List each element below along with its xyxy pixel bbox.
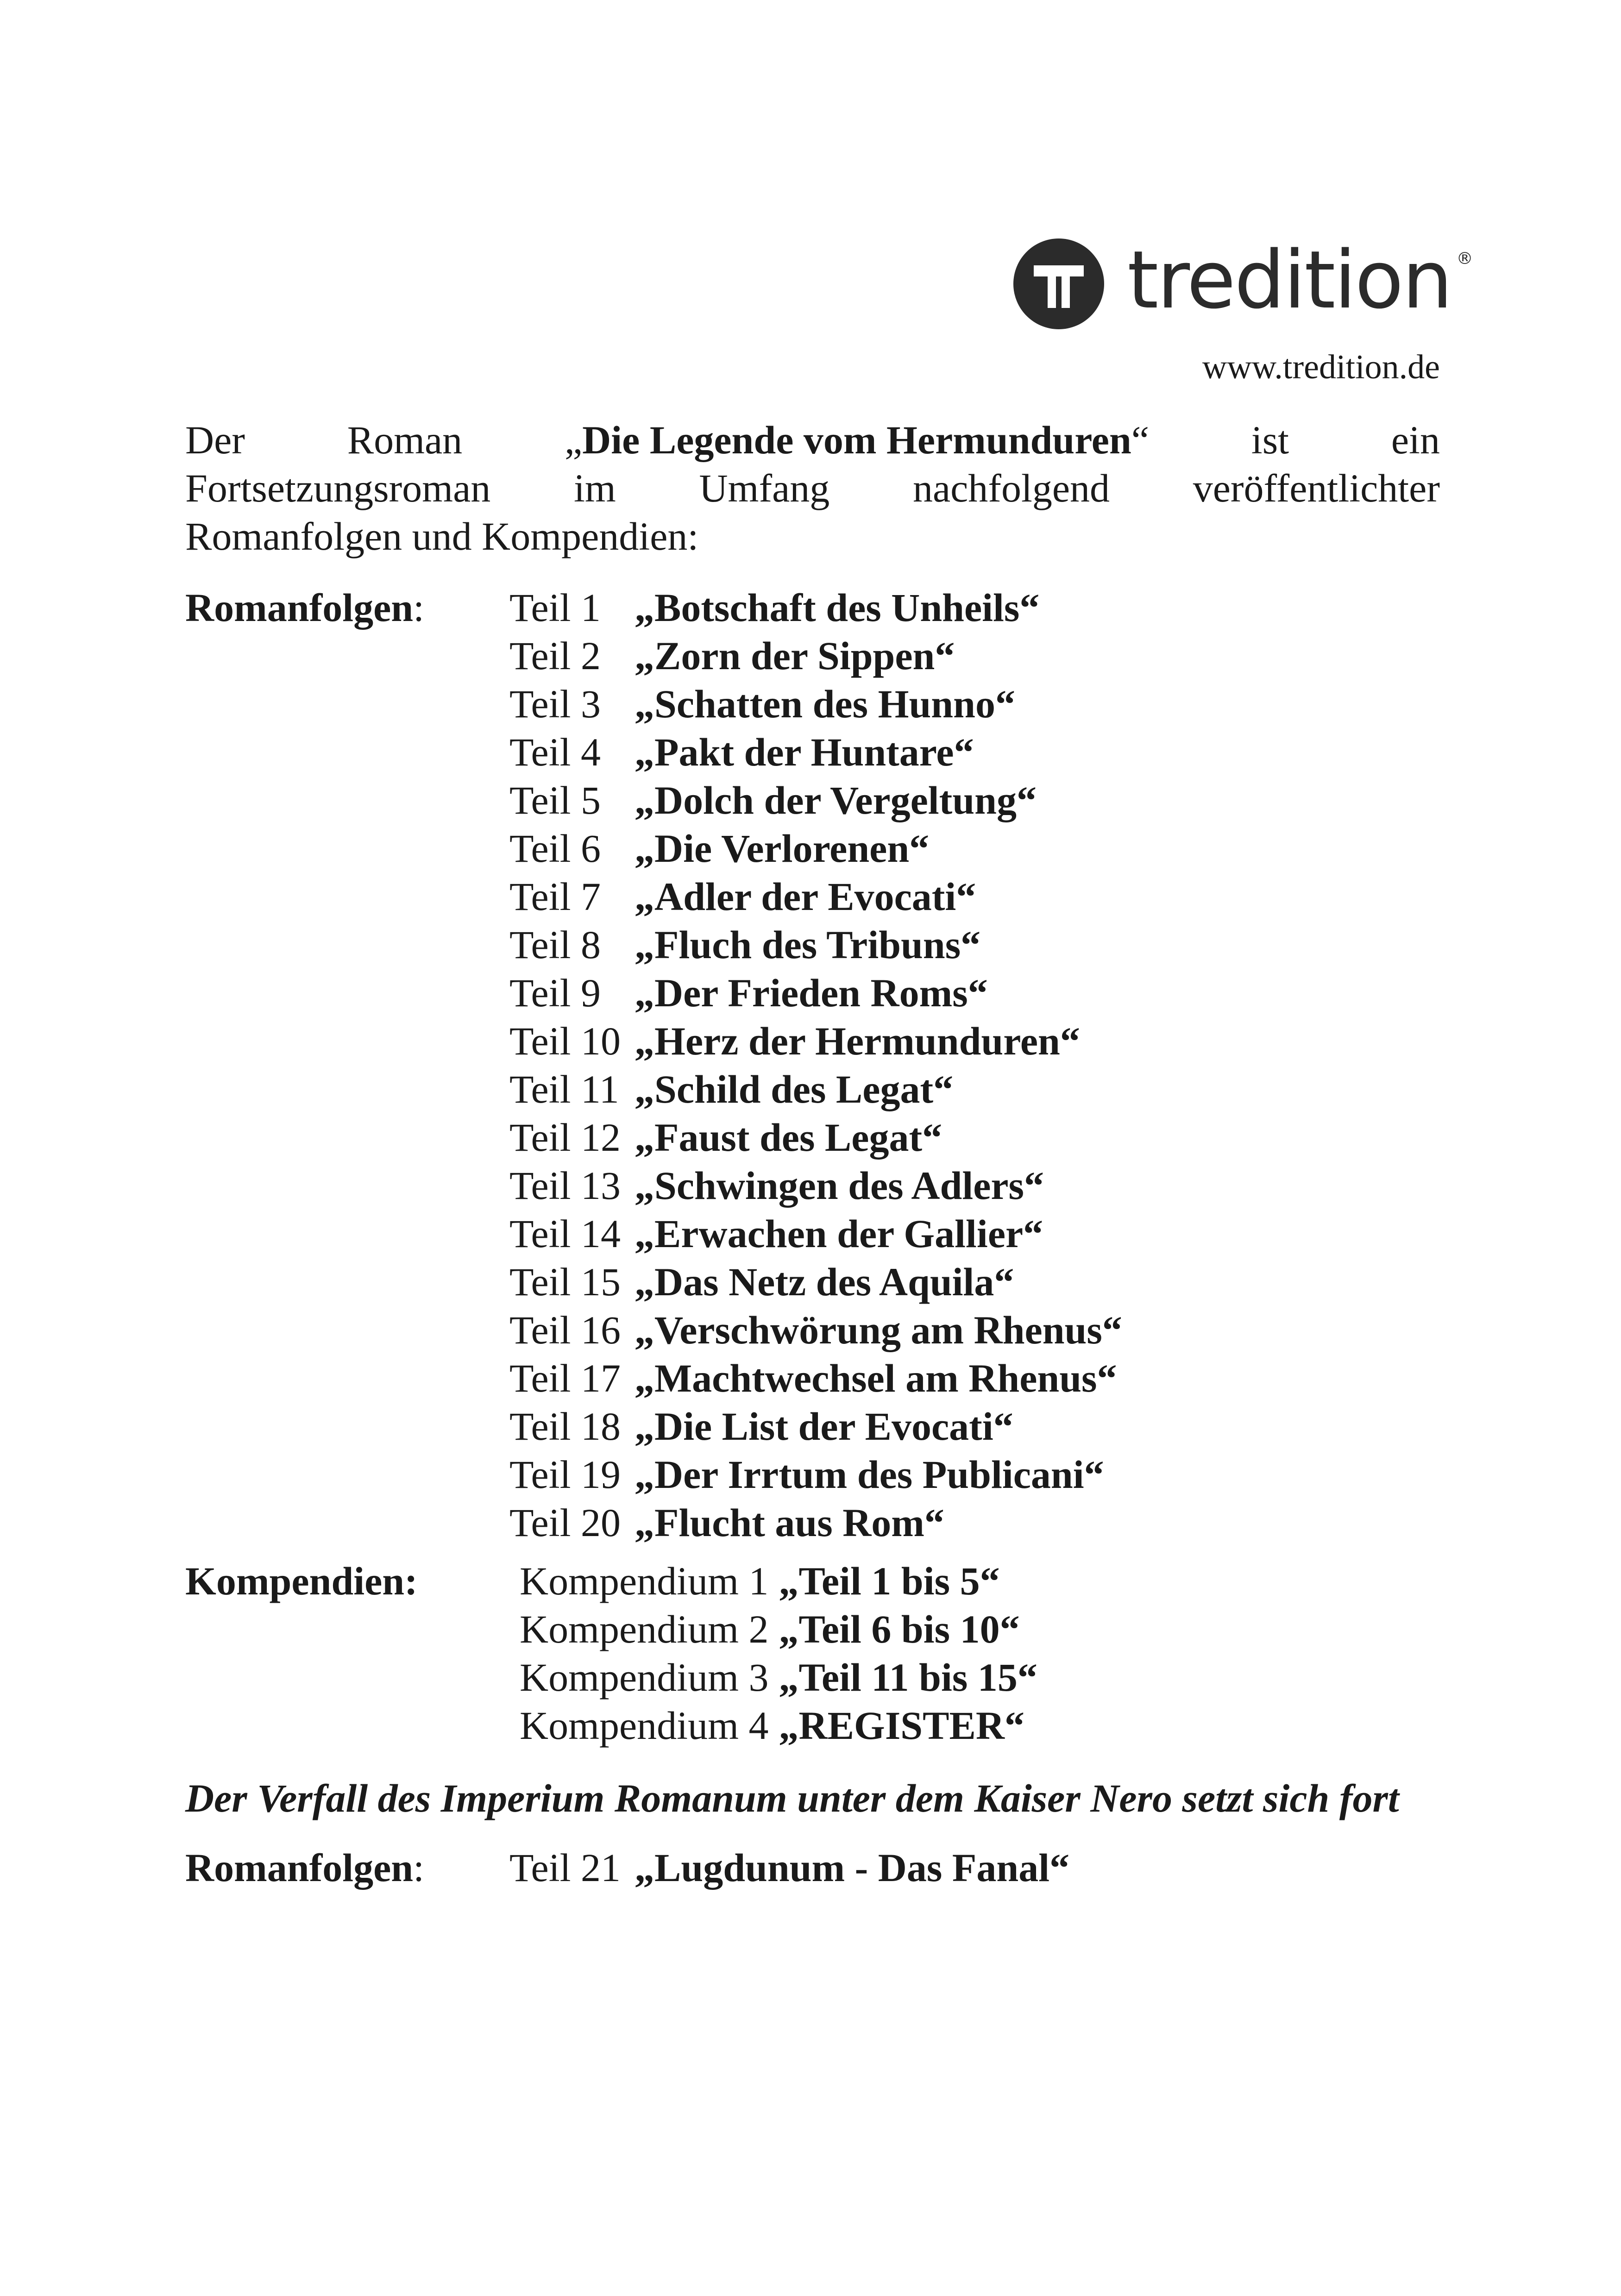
intro-word: ein [1391, 418, 1440, 462]
intro-word: im [573, 466, 616, 510]
item-title: „Verschwörung am Rhenus“ [635, 1308, 1122, 1352]
publisher-url: www.tredition.de [1202, 348, 1440, 386]
item-number: Teil 15 [509, 1260, 621, 1304]
item-number: Teil 7 [509, 874, 601, 919]
romanfolgen-label: Romanfolgen [185, 1845, 414, 1890]
section-label [185, 1844, 424, 1892]
item-title: „Fluch des Tribuns“ [635, 922, 981, 967]
logo-wordmark: tredition [1127, 233, 1451, 326]
intro-line-1 [185, 416, 1440, 464]
registered-mark: ® [1456, 249, 1472, 268]
item-number: Teil 9 [509, 971, 601, 1015]
intro-word: Roman [347, 418, 463, 462]
book-title-group [565, 416, 1149, 464]
continuation-note: Der Verfall des Imperium Romanum unter dem Kaiser Nero setzt sich fort [185, 1776, 1399, 1820]
item-number: Teil 10 [509, 1019, 621, 1063]
publisher-logo [1013, 233, 1472, 330]
romanfolgen-continued-list [509, 1844, 1069, 1892]
list-item [509, 1258, 1122, 1306]
item-title: „Teil 11 bis 15“ [779, 1655, 1037, 1700]
item-title: „Das Netz des Aquila“ [635, 1260, 1014, 1304]
intro-word: nachfolgend [912, 466, 1110, 510]
quote-open: „ [564, 418, 583, 462]
item-number: Kompendium 4 [520, 1703, 769, 1748]
item-title: „Schatten des Hunno“ [635, 682, 1015, 726]
list-item [509, 824, 1122, 872]
romanfolgen-label: Romanfolgen [185, 585, 414, 630]
intro-word: veröffentlichter [1193, 466, 1440, 510]
list-item [520, 1605, 1037, 1653]
item-title: „Pakt der Huntare“ [635, 730, 974, 774]
item-title: „Schwingen des Adlers“ [635, 1163, 1044, 1208]
item-title: „Machtwechsel am Rhenus“ [635, 1356, 1117, 1400]
item-title: „Teil 6 bis 10“ [779, 1607, 1020, 1651]
item-title: „Schild des Legat“ [635, 1067, 954, 1111]
list-item [509, 1017, 1122, 1065]
list-item [509, 1402, 1122, 1450]
item-title: „Der Irrtum des Publicani“ [635, 1452, 1104, 1497]
item-number: Teil 1 [509, 585, 601, 630]
list-item [509, 728, 1122, 776]
intro-paragraph [185, 416, 1440, 560]
item-number: Teil 2 [509, 634, 601, 678]
item-number: Teil 3 [509, 682, 601, 726]
list-item [509, 872, 1122, 921]
intro-line-3: Romanfolgen und Kompendien: [185, 514, 699, 558]
list-item [520, 1653, 1037, 1701]
tredition-logo-icon [1013, 238, 1104, 329]
item-title: „Botschaft des Unheils“ [635, 585, 1040, 630]
list-item [509, 1354, 1122, 1402]
list-item [509, 1210, 1122, 1258]
book-title [582, 418, 1131, 462]
item-title: „Erwachen der Gallier“ [635, 1211, 1043, 1256]
list-item [509, 1113, 1122, 1161]
item-title: „Dolch der Vergeltung“ [635, 778, 1037, 822]
list-item [509, 680, 1122, 728]
list-item [509, 776, 1122, 824]
list-item [509, 1161, 1122, 1210]
item-number: Teil 8 [509, 922, 601, 967]
item-number: Kompendium 1 [520, 1559, 769, 1603]
intro-word: Der [185, 418, 245, 462]
kompendien-list [520, 1557, 1037, 1750]
list-item [509, 632, 1122, 680]
item-title: „Flucht aus Rom“ [635, 1500, 944, 1545]
book-title-text: Die Legende vom Hermunduren [582, 418, 1131, 462]
item-title: „Faust des Legat“ [635, 1115, 942, 1160]
item-title: „Die Verlorenen“ [635, 826, 930, 871]
quote-close: “ [1131, 418, 1149, 462]
label-colon: : [413, 1845, 425, 1890]
item-title: „Die List der Evocati“ [635, 1404, 1013, 1449]
label-colon: : [413, 585, 425, 630]
item-number: Teil 12 [509, 1115, 621, 1160]
item-title: „Der Frieden Roms“ [635, 971, 988, 1015]
section-label [185, 583, 424, 632]
item-title: „REGISTER“ [779, 1703, 1024, 1748]
list-item [509, 921, 1122, 969]
item-number: Teil 4 [509, 730, 601, 774]
list-item [509, 583, 1122, 632]
item-number: Kompendium 2 [520, 1607, 769, 1651]
item-number: Teil 20 [509, 1500, 621, 1545]
list-item [509, 1450, 1122, 1499]
intro-word: Umfang [699, 466, 830, 510]
item-number: Teil 6 [509, 826, 601, 871]
intro-word: ist [1251, 418, 1289, 462]
romanfolgen-list [509, 583, 1122, 1547]
item-number: Teil 11 [509, 1067, 619, 1111]
list-item [520, 1557, 1037, 1605]
item-number: Teil 13 [509, 1163, 621, 1208]
item-title: „Lugdunum - Das Fanal“ [635, 1845, 1070, 1890]
item-number: Teil 14 [509, 1211, 621, 1256]
list-item [509, 1844, 1069, 1892]
item-number: Teil 17 [509, 1356, 621, 1400]
intro-line-2 [185, 464, 1440, 512]
item-number: Kompendium 3 [520, 1655, 769, 1700]
item-title: „Teil 1 bis 5“ [779, 1559, 1000, 1603]
item-title: „Herz der Hermunduren“ [635, 1019, 1080, 1063]
intro-word: Fortsetzungsroman [185, 466, 491, 510]
list-item [509, 1499, 1122, 1547]
item-title: „Adler der Evocati“ [635, 874, 976, 919]
list-item [509, 969, 1122, 1017]
item-number: Teil 16 [509, 1308, 621, 1352]
item-title: „Zorn der Sippen“ [635, 634, 955, 678]
item-number: Teil 19 [509, 1452, 621, 1497]
item-number: Teil 18 [509, 1404, 621, 1449]
list-item [509, 1065, 1122, 1113]
list-item [520, 1701, 1037, 1750]
item-number: Teil 5 [509, 778, 601, 822]
list-item [509, 1306, 1122, 1354]
kompendien-label: Kompendien: [185, 1559, 418, 1603]
item-number: Teil 21 [509, 1845, 621, 1890]
